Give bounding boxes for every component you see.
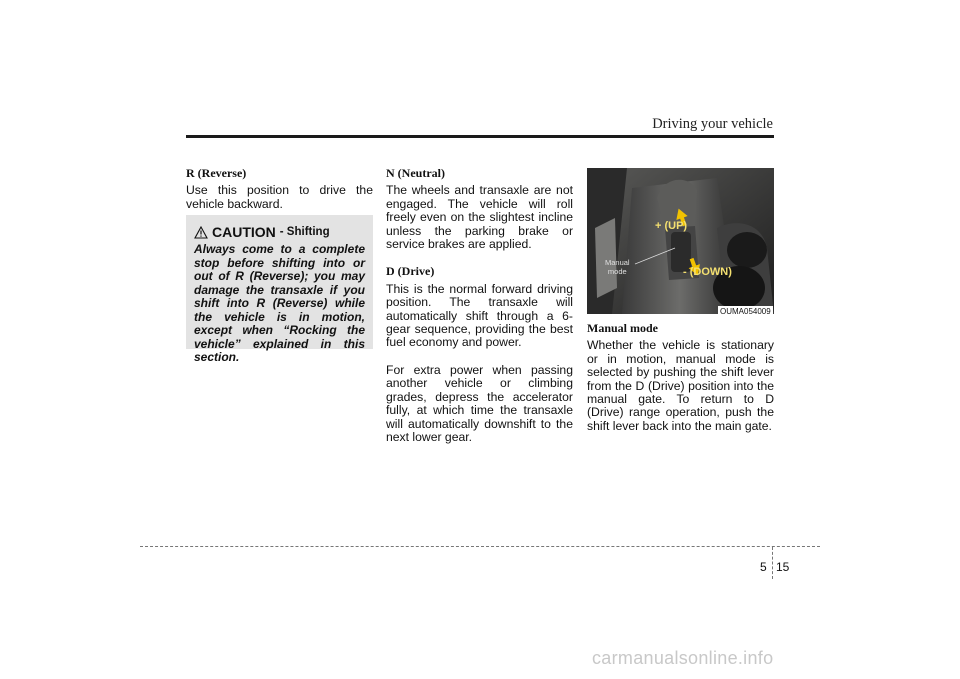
up-label: + (UP) (655, 220, 688, 232)
shift-lever-photo (587, 168, 774, 314)
manual-mode-heading: Manual mode (587, 321, 659, 335)
manual-label-line1: Manual (605, 258, 630, 267)
section-number: 5 (760, 560, 767, 574)
caution-text: Always come to a complete stop before shifting into or out of R (Reverse); you may damage the transaxle if you shift into R (Reverse) while the vehicle is in motion, except when “Rocking the vehicle” explained in this section. (194, 242, 365, 364)
running-header: Driving your vehicle (652, 116, 773, 132)
manual-mode-text: Whether the vehicle is stationary or in motion, manual mode is selected by pushing the shift lever from the D (Drive) position into the manual gate. To return to D (Drive) range operation, push the shift lever back into the main gate. (587, 338, 774, 433)
caution-box (186, 215, 373, 364)
watermark: carmanualsonline.info (592, 648, 774, 668)
column-right (587, 322, 774, 447)
neutral-heading: N (Neutral) (386, 166, 445, 180)
photo-caption: OUMA054009 (720, 307, 771, 316)
page-number-separator (772, 547, 773, 579)
drive-heading: D (Drive) (386, 264, 435, 279)
caution-subtitle: - Shifting (279, 226, 330, 238)
caution-header (194, 224, 365, 240)
drive-text: This is the normal forward driving position. The transaxle will automatically shift through a 6-gear sequence, providing the best fuel economy and power. (386, 281, 573, 350)
manual-mode-label (605, 258, 630, 276)
manual-label-line2: mode (607, 267, 627, 276)
footer-rule (140, 546, 820, 547)
page-number: 15 (776, 560, 790, 574)
power-text: For extra power when passing another vehicle or climbing grades, depress the accelerator fully, at which time the transaxle will automatically downshift to the next lower gear. (386, 362, 573, 444)
column-middle (386, 167, 573, 458)
caution-word: CAUTION (212, 224, 276, 240)
neutral-text: The wheels and transaxle are not engaged. The vehicle will roll freely even on the slightest incline unless the parking brake or service brakes are applied. (386, 183, 573, 252)
warning-triangle-icon (194, 226, 208, 239)
header-rule (186, 135, 774, 138)
down-label: - (DOWN) (683, 266, 732, 278)
reverse-text: Use this position to drive the vehicle backward. (186, 183, 373, 211)
reverse-heading: R (Reverse) (186, 166, 247, 180)
